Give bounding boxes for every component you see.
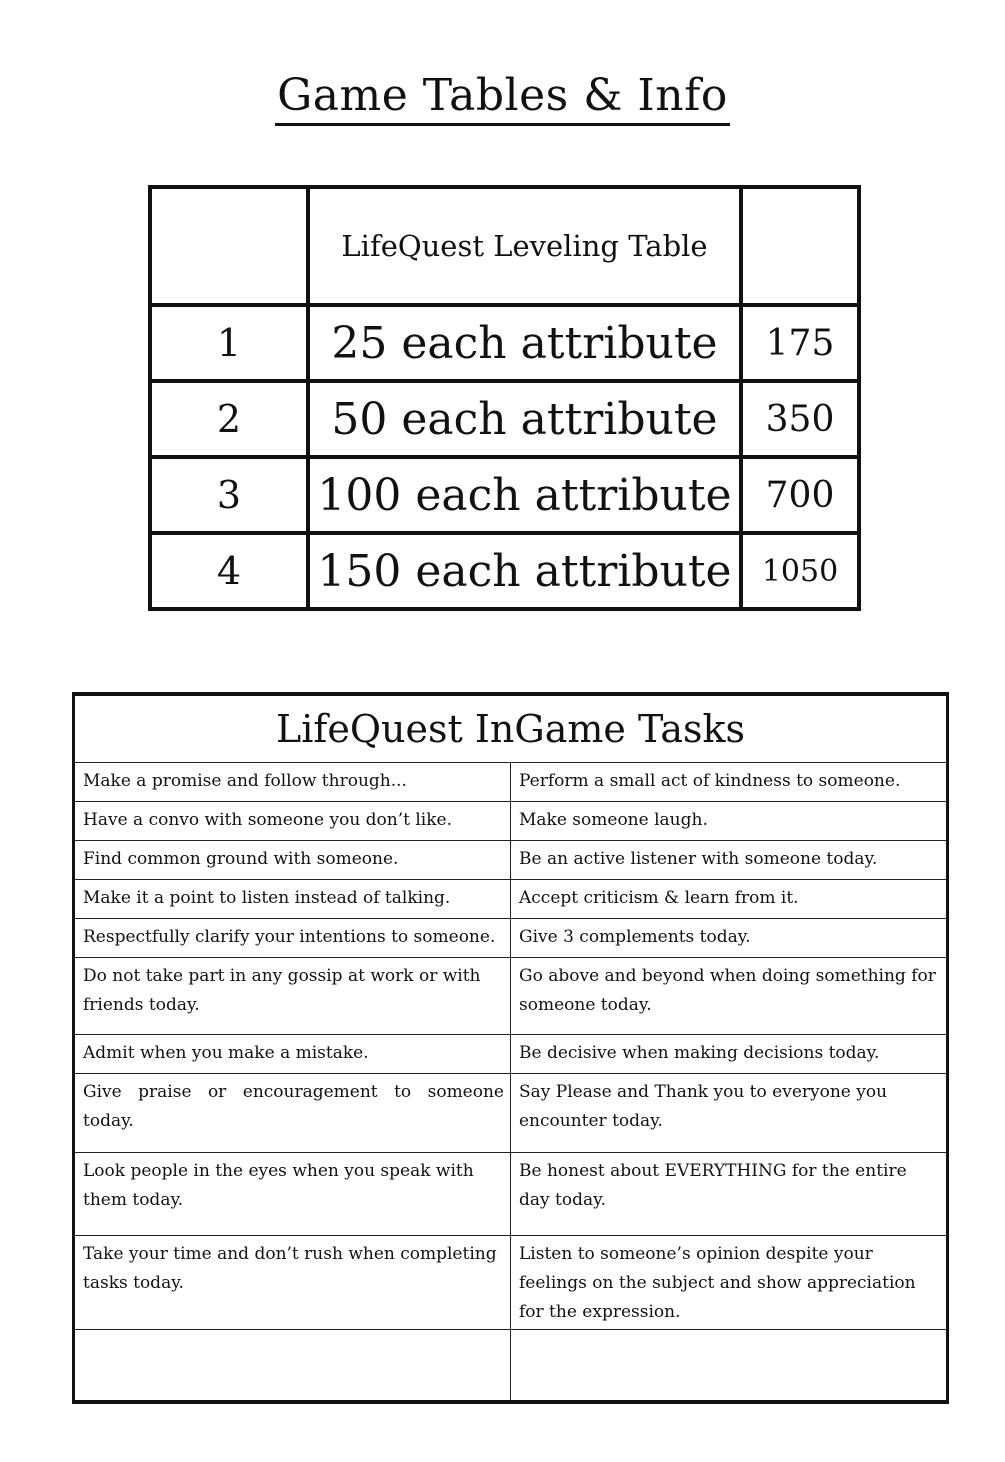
task-row	[74, 919, 948, 958]
task-cell-left: Respectfully clarify your intentions to someone.	[74, 919, 511, 958]
task-cell-left: Look people in the eyes when you speak with them today.	[74, 1153, 511, 1236]
level-row	[150, 305, 859, 381]
task-cell-right: Accept criticism & learn from it.	[511, 880, 948, 919]
task-cell-left: Do not take part in any gossip at work or with friends today.	[74, 958, 511, 1035]
task-cell-right: Go above and beyond when doing something for someone today.	[511, 958, 948, 1035]
page-title-text: Game Tables & Info	[275, 70, 730, 126]
level-number: 3	[150, 457, 308, 533]
level-total: 700	[741, 457, 859, 533]
level-row	[150, 381, 859, 457]
task-cell-right: Be decisive when making decisions today.	[511, 1035, 948, 1074]
level-total: 175	[741, 305, 859, 381]
level-requirement: 25 each attribute	[308, 305, 741, 381]
task-row	[74, 841, 948, 880]
task-cell-right: Listen to someone’s opinion despite your feelings on the subject and show appreciation for the expression.	[511, 1236, 948, 1330]
task-row	[74, 1153, 948, 1236]
tasks-table	[72, 692, 949, 1404]
leveling-table-header	[150, 187, 859, 305]
header-empty-cell	[150, 187, 308, 305]
level-total: 350	[741, 381, 859, 457]
level-requirement: 100 each attribute	[308, 457, 741, 533]
level-total: 1050	[741, 533, 859, 609]
task-cell-left: Give praise or encouragement to someone today.	[74, 1074, 511, 1153]
task-cell-left: Take your time and don’t rush when completing tasks today.	[74, 1236, 511, 1330]
level-row	[150, 457, 859, 533]
task-row	[74, 1035, 948, 1074]
level-requirement: 50 each attribute	[308, 381, 741, 457]
task-cell-left: Have a convo with someone you don’t like.	[74, 802, 511, 841]
task-cell-left	[74, 1330, 511, 1403]
task-row	[74, 763, 948, 802]
tasks-table-header	[74, 694, 948, 763]
tasks-table-title: LifeQuest InGame Tasks	[74, 694, 948, 763]
task-cell-left: Find common ground with someone.	[74, 841, 511, 880]
task-row	[74, 802, 948, 841]
level-number: 2	[150, 381, 308, 457]
task-cell-right: Perform a small act of kindness to someone.	[511, 763, 948, 802]
leveling-table	[148, 185, 861, 611]
task-cell-right: Give 3 complements today.	[511, 919, 948, 958]
task-cell-right: Make someone laugh.	[511, 802, 948, 841]
level-number: 1	[150, 305, 308, 381]
task-row	[74, 880, 948, 919]
task-row-empty	[74, 1330, 948, 1403]
level-number: 4	[150, 533, 308, 609]
task-cell-left: Admit when you make a mistake.	[74, 1035, 511, 1074]
level-requirement: 150 each attribute	[308, 533, 741, 609]
leveling-table-title: LifeQuest Leveling Table	[308, 187, 741, 305]
task-row	[74, 958, 948, 1035]
task-cell-right: Be an active listener with someone today.	[511, 841, 948, 880]
task-cell-right: Be honest about EVERYTHING for the entire day today.	[511, 1153, 948, 1236]
task-row	[74, 1074, 948, 1153]
task-cell-left: Make it a point to listen instead of talking.	[74, 880, 511, 919]
header-empty-cell	[741, 187, 859, 305]
task-cell-left: Make a promise and follow through...	[74, 763, 511, 802]
task-cell-right: Say Please and Thank you to everyone you encounter today.	[511, 1074, 948, 1153]
task-row	[74, 1236, 948, 1330]
level-row	[150, 533, 859, 609]
page-title	[0, 70, 1005, 126]
task-cell-right	[511, 1330, 948, 1403]
